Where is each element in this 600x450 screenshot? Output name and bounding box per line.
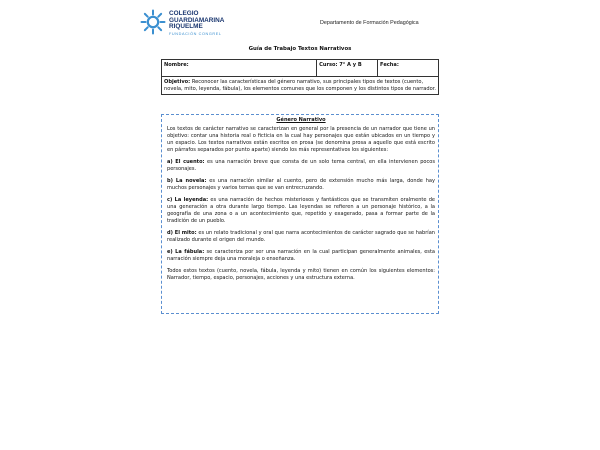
item-term: e) La fábula: <box>167 249 205 256</box>
logo-line-guardiamarina: GUARDIAMARINA <box>169 16 225 24</box>
student-info-table <box>161 59 439 95</box>
compass-rose-icon <box>140 9 166 35</box>
name-cell[interactable] <box>162 60 317 77</box>
item-fabula <box>167 249 435 263</box>
section-title: Género Narrativo <box>276 117 326 123</box>
intro-paragraph: Los textos de carácter narrativo se caracterizan en general por la presencia de un narrador que tiene un objetivo: contar una historia real o ficticia en la cual hay personajes que están ubicados en un tiempo y un espacio. Los textos narrativos están escritos en prosa (se denomina prosa a aquello que está escrito en párrafos separados por punto aparte) siendo los más representativos los siguientes: <box>167 125 435 153</box>
closing-paragraph: Todos estos textos (cuento, novela, fábula, leyenda y mito) tienen en común los siguientes elementos: Narrador, tiempo, espacio, personajes, acciones y una estructura externa. <box>167 268 435 282</box>
school-logo <box>140 9 260 39</box>
item-text: es una narración breve que consta de un solo tema central, en ella intervienen pocos personajes. <box>167 158 435 172</box>
item-mito <box>167 230 435 244</box>
item-text: se caracteriza por ser una narración en la cual participan generalmente animales, esta narración siempre deja una moraleja o enseñanza. <box>167 249 436 263</box>
item-term: a) El cuento: <box>167 158 205 165</box>
objective-text: Reconocer las características del género narrativo, sus principales tipos de textos (cuento, novela, mito, leyenda, fábula), los elementos comunes que los componen y los distintos tipos de narrador. <box>164 78 437 92</box>
item-leyenda <box>167 197 435 225</box>
course-cell <box>317 60 378 77</box>
item-term: c) La leyenda: <box>167 196 209 203</box>
item-term: d) El mito: <box>167 230 197 237</box>
course-label: Curso: <box>319 61 338 68</box>
item-term: b) La novela: <box>167 177 207 184</box>
item-text: es una narración de hechos misteriosos y fantásticos que se transmiten oralmente de una generación a otra durante largo tiempo. Las leyendas se refieren a un personaje histórico, a la geografía de una zona o a un acontecimiento que, repetido y exagerado, pasa a formar parte de la tradición de un pueblo. <box>167 196 436 225</box>
content-body <box>167 117 435 287</box>
name-label: Nombre: <box>164 61 189 68</box>
logo-line-colegio: COLEGIO <box>169 10 199 17</box>
logo-wordmark <box>169 11 224 38</box>
department-label: Departamento de Formación Pedagógica <box>320 20 419 26</box>
date-label: Fecha: <box>380 61 399 68</box>
item-novela <box>167 178 435 192</box>
item-text: es un relato tradicional y oral que narra acontecimientos de carácter sagrado que se habrían realizado durante el origen del mundo. <box>167 230 435 244</box>
date-cell[interactable] <box>378 60 439 77</box>
objective-label: Objetivo: <box>164 78 191 85</box>
course-value: 7° A y B <box>339 61 362 68</box>
item-cuento <box>167 159 435 173</box>
logo-line-riquelme: RIQUELME <box>169 23 203 31</box>
item-text: es una narración similar al cuento, pero de extensión mucho más larga, donde hay muchos personajes y varios temas que se van entrecruzando. <box>167 177 435 191</box>
objective-cell <box>162 77 439 95</box>
document-title: Guía de Trabajo Textos Narrativos <box>248 46 352 52</box>
logo-line-fundacion: FUNDACIÓN CONGREL <box>169 32 222 37</box>
